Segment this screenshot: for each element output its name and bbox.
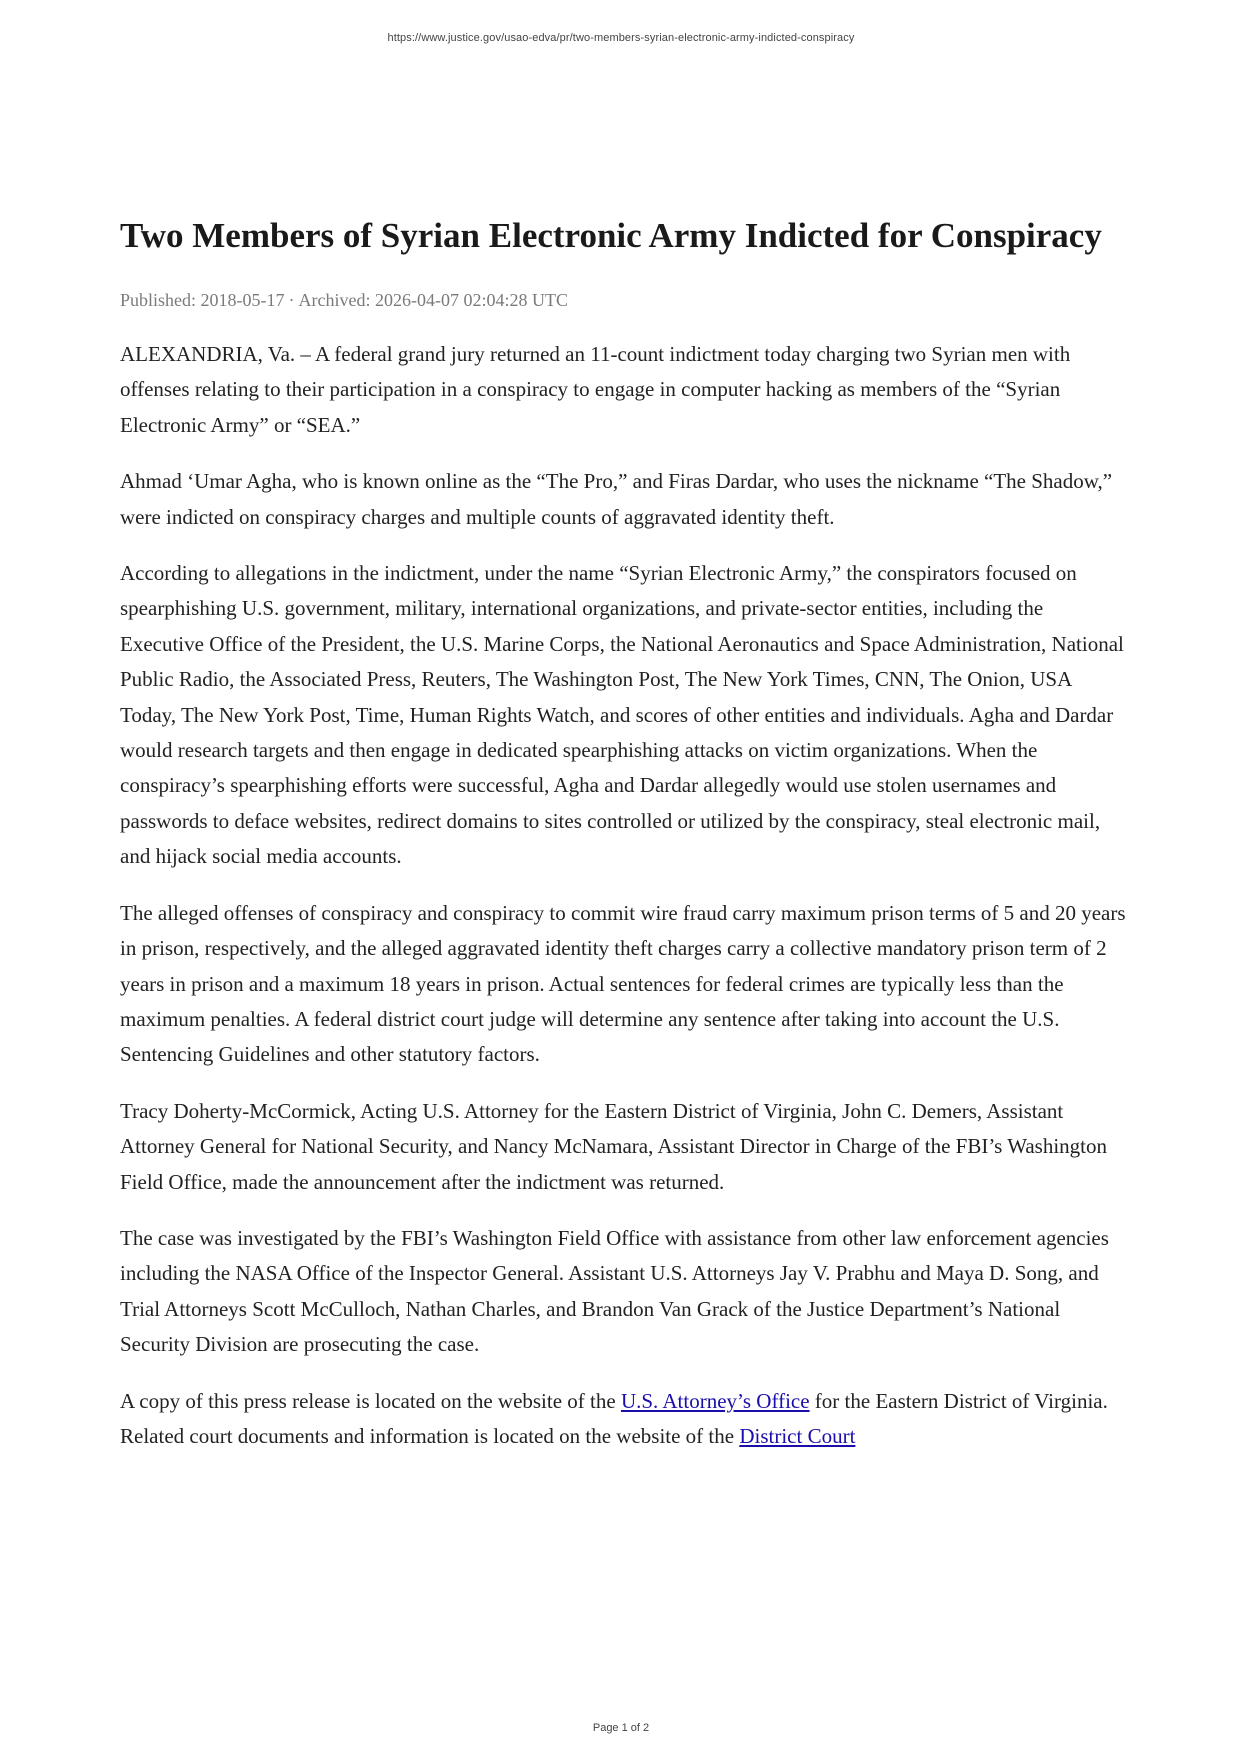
article bbox=[120, 212, 1130, 1454]
article-meta bbox=[120, 287, 1130, 313]
paragraph-5: Tracy Doherty-McCormick, Acting U.S. Attorney for the Eastern District of Virginia, John C. Demers, Assistant Attorney General for National Security, and Nancy McNamara, Assistant Director in Charge of the FBI’s Washington Field Office, made the announcement after the indictment was returned. bbox=[120, 1098, 1108, 1194]
paragraph-6: The case was investigated by the FBI’s Washington Field Office with assistance from other law enforcement agencies including the NASA Office of the Inspector General. Assistant U.S. Attorneys Jay V. Prabhu and Maya D. Song, and Trial Attorneys Scott McCulloch, Nathan Charles, and Brandon Van Grack of the Justice Department’s National Security Division are prosecuting the case. bbox=[120, 1225, 1109, 1357]
published-date: Published: 2018-05-17 bbox=[120, 290, 285, 310]
paragraph-1: ALEXANDRIA, Va. – A federal grand jury returned an 11-count indictment today charging two Syrian men with offenses relating to their participation in a conspiracy to engage in computer hacking as members of the “Syrian Electronic Army” or “SEA.” bbox=[120, 342, 1071, 437]
article-title: Two Members of Syrian Electronic Army Indicted for Conspiracy bbox=[120, 216, 1102, 255]
page-url-header: https://www.justice.gov/usao-edva/pr/two-members-syrian-electronic-army-indicted-conspiracy bbox=[387, 32, 855, 44]
paragraph-2: Ahmad ‘Umar Agha, who is known online as the “The Pro,” and Firas Dardar, who uses the nickname “The Shadow,” were indicted on conspiracy charges and multiple counts of aggravated identity theft. bbox=[120, 469, 1113, 529]
page-number: Page 1 of 2 bbox=[592, 1722, 650, 1734]
district-court-link[interactable]: District Court bbox=[739, 1423, 856, 1448]
paragraph-3: According to allegations in the indictment, under the name “Syrian Electronic Army,” the conspirators focused on spearphishing U.S. government, military, international organizations, and private-sector entities, including the Executive Office of the President, the U.S. Marine Corps, the National Aeronautics and Space Administration, National Public Radio, the Associated Press, Reuters, The Washington Post, The New York Times, CNN, The Onion, USA Today, The New York Post, Time, Human Rights Watch, and scores of other entities and individuals. Agha and Dardar would research targets and then engage in dedicated spearphishing attacks on victim organizations. When the conspiracy’s spearphishing efforts were successful, Agha and Dardar allegedly would use stolen usernames and passwords to deface websites, redirect domains to sites controlled or utilized by the conspiracy, steal electronic mail, and hijack social media accounts. bbox=[120, 561, 1124, 869]
closing-text-1: A copy of this press release is located on the website of the bbox=[120, 1388, 621, 1413]
paragraph-4: The alleged offenses of conspiracy and conspiracy to commit wire fraud carry maximum prison terms of 5 and 20 years in prison, respectively, and the alleged aggravated identity theft charges carry a collective mandatory prison term of 2 years in prison and a maximum 18 years in prison. Actual sentences for federal crimes are typically less than the maximum penalties. A federal district court judge will determine any sentence after taking into account the U.S. Sentencing Guidelines and other statutory factors. bbox=[120, 900, 1126, 1067]
paragraph-closing bbox=[120, 1384, 1130, 1455]
archived-date: Archived: 2026-04-07 02:04:28 UTC bbox=[298, 290, 568, 310]
meta-separator: · bbox=[288, 290, 295, 310]
closing-text-2: for the Eastern District of Virginia. Related court documents and information is located on the website of the bbox=[120, 1388, 1108, 1448]
us-attorneys-office-link[interactable]: U.S. Attorney’s Office bbox=[620, 1388, 810, 1413]
